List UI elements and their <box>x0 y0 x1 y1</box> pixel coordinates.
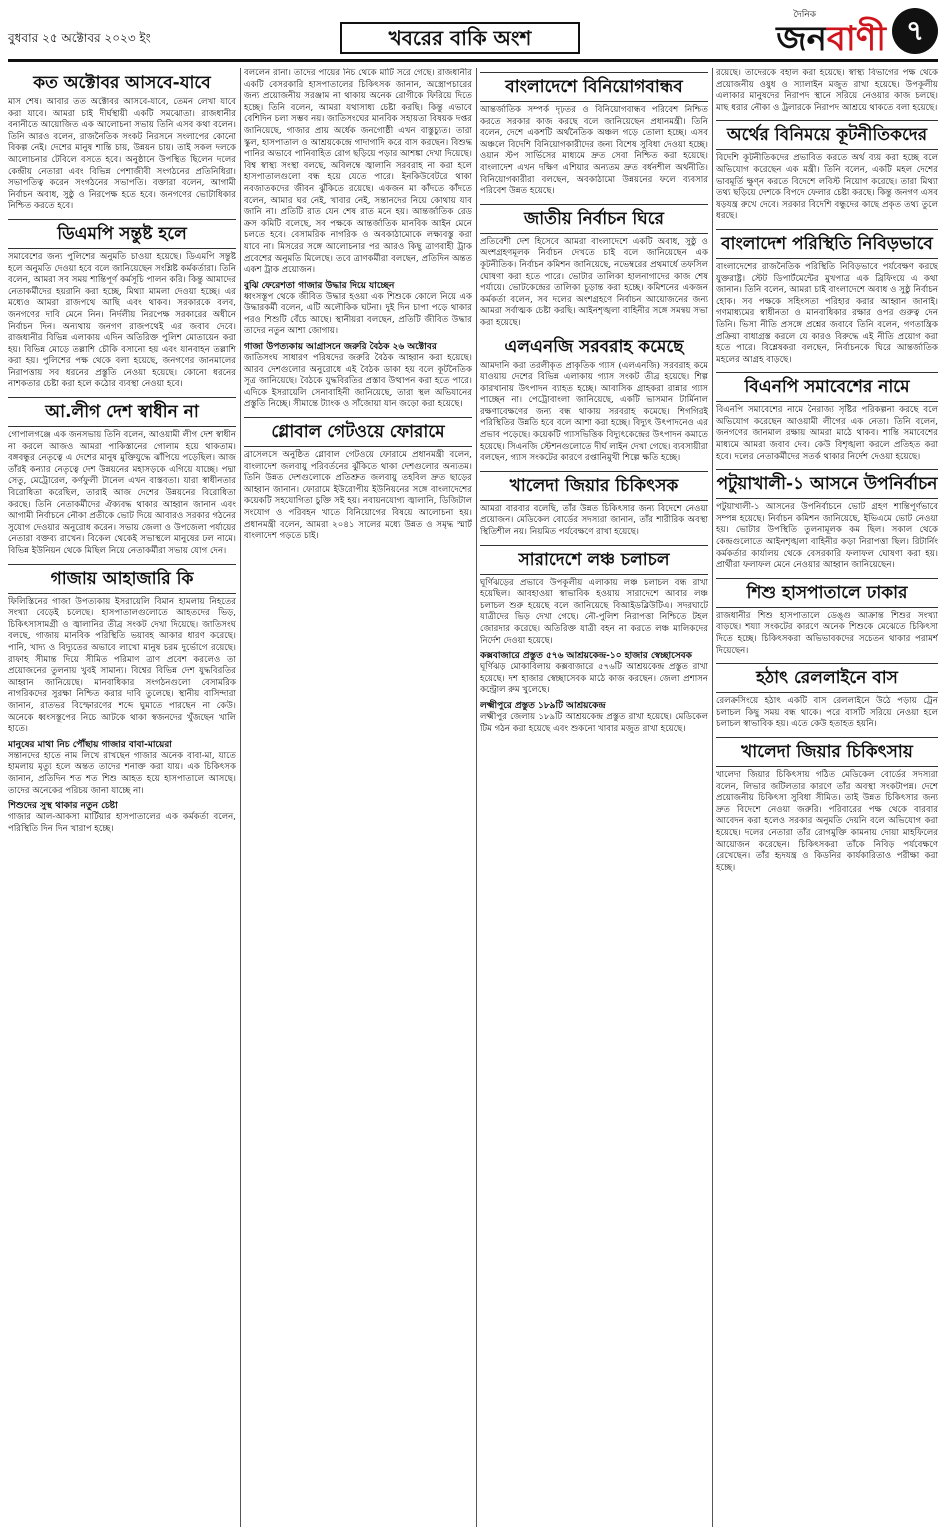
newspaper-logo <box>776 10 886 58</box>
news-story <box>716 372 938 463</box>
story-body: ধ্বংসস্তূপ থেকে জীবিত উদ্ধার হওয়া এক শিশুকে কোলে নিয়ে এক উদ্ধারকর্মী বলেন, এটি অলৌকিক ঘটনা। দুই দিন চাপা পড়ে থাকার পরও শিশুটি বেঁচে আছে। স্থানীয়রা বলছেন, প্রতিটি জীবিত উদ্ধার তাদের নতুন আশা জোগায়। <box>244 291 472 337</box>
story-body: রাজধানীর শিশু হাসপাতালে ডেঙ্গু আক্রান্ত শিশুর সংখ্যা বাড়ছে। শয্যা সংকটের কারণে অনেক শিশুকে মেঝেতে চিকিৎসা দিতে হচ্ছে। চিকিৎসকরা অভিভাবকদের সচেতন থাকার পরামর্শ দিয়েছেন। <box>716 610 938 656</box>
story-body: লক্ষ্মীপুর জেলায় ১৮৯টি আশ্রয়কেন্দ্র প্রস্তুত রাখা হয়েছে। মেডিকেল টিম গঠন করা হয়েছে এবং শুকনো খাবার মজুত রাখা হয়েছে। <box>480 711 708 734</box>
news-story <box>244 68 472 411</box>
story-body: মাস শেষ। আবার তত অক্টোবর আসবে-যাবে, তেমন লেখা যাবে করা যাবে। আমরা চাই দীর্ঘস্থায়ী একটি সমঝোতা। রাজধানীর বনানীতে আয়োজিত এক আলোচনা সভায় তিনি এসব কথা বলেন। তিনি আরও বলেন, রাজনৈতিক সংকট নিরসনে সংলাপের কোনো বিকল্প নেই। দেশের মানুষ শান্তি চায়, উন্নয়ন চায়। তাই সকল দলকে আলোচনার টেবিলে বসতে হবে। অনুষ্ঠানে উপস্থিত ছিলেন দলের কেন্দ্রীয় নেতারা এবং বিভিন্ন পেশাজীবী সংগঠনের প্রতিনিধিরা। সভাপতিত্ব করেন সংগঠনের সভাপতি। বক্তারা বলেন, আগামী নির্বাচন অবাধ, সুষ্ঠু ও নিরপেক্ষ হতে হবে। জনগণের ভোটাধিকার নিশ্চিত করতে হবে। <box>8 97 236 212</box>
story-subheading: লক্ষ্মীপুরে প্রস্তুত ১৮৯টি আশ্রয়কেন্দ্র <box>480 700 606 711</box>
story-subheading: গাজা উপত্যকায় আগ্রাসনে জরুরি বৈঠক ২৬ অক্টোবর <box>244 342 437 353</box>
story-subheading: কক্সবাজারে প্রস্তুত ৫৭৬ আশ্রয়কেন্দ্র-১০ হাজার স্বেচ্ছাসেবক <box>480 651 692 662</box>
news-story <box>716 663 938 731</box>
story-body: রেলক্রসিংয়ে হঠাৎ একটি বাস রেললাইনে উঠে পড়ায় ট্রেন চলাচল কিছু সময় বন্ধ থাকে। পরে বাসটি সরিয়ে নেওয়া হলে চলাচল স্বাভাবিক হয়। এতে কেউ হতাহত হয়নি। <box>716 696 938 730</box>
story-headline: অর্থের বিনিময়ে কূটনীতিকদের <box>716 120 938 150</box>
story-headline: গাজায় আহাজারি কি <box>8 564 236 594</box>
story-body: বাংলাদেশের রাজনৈতিক পরিস্থিতি নিবিড়ভাবে পর্যবেক্ষণ করছে যুক্তরাষ্ট্র। স্টেট ডিপার্টমেন্টের মুখপাত্র এক ব্রিফিংয়ে এ কথা জানান। তিনি বলেন, আমরা চাই বাংলাদেশে অবাধ ও সুষ্ঠু নির্বাচন হোক। সব পক্ষকে সহিংসতা পরিহার করার আহ্বান জানাই। গণমাধ্যমের স্বাধীনতা ও মানবাধিকার রক্ষার ওপর গুরুত্ব দেন তিনি। ভিসা নীতি প্রসঙ্গে প্রশ্নের জবাবে তিনি বলেন, গণতান্ত্রিক প্রক্রিয়া বাধাগ্রস্ত করলে যে কারও বিরুদ্ধে এই নীতি প্রয়োগ করা হতে পারে। বিশ্লেষকরা বলছেন, নির্বাচনকে ঘিরে আন্তর্জাতিক মহলের আগ্রহ বাড়ছে। <box>716 261 938 365</box>
column-4 <box>716 68 938 1527</box>
column-2 <box>244 68 472 1527</box>
news-story <box>8 564 236 836</box>
story-headline: শিশু হাসপাতালে ঢাকার <box>716 578 938 608</box>
story-body: রয়েছে। তাদেরকে বহাল করা হয়েছে। স্বাস্থ্য বিভাগের পক্ষ থেকে প্রয়োজনীয় ওষুধ ও স্যালাইন মজুত রাখা হয়েছে। উপকূলীয় এলাকার মানুষদের নিরাপদ স্থানে সরিয়ে নেওয়ার কাজ চলছে। মাছ ধরার নৌকা ও ট্রলারকে নিরাপদ আশ্রয়ে থাকতে বলা হয়েছে। <box>716 68 938 113</box>
news-story <box>716 469 938 572</box>
news-story <box>480 204 708 330</box>
story-subheading: মানুষের মাথা নিচ পৌঁছায় গাজার বাবা-মায়েরা <box>8 739 172 750</box>
story-body: গাজার আল-আকসা মার্টিয়ার হাসপাতালের এক কর্মকর্তা বলেন, পরিস্থিতি দিন দিন খারাপ হচ্ছে। <box>8 812 236 834</box>
story-headline: বাংলাদেশ পরিস্থিতি নিবিড়ভাবে <box>716 229 938 259</box>
story-body: পটুয়াখালী-১ আসনের উপনির্বাচনে ভোট গ্রহণ শান্তিপূর্ণভাবে সম্পন্ন হয়েছে। নির্বাচন কমিশন জানিয়েছে, ইভিএমে ভোট নেওয়া হয়। ভোটার উপস্থিতি তুলনামূলক কম ছিল। সকাল থেকে কেন্দ্রগুলোতে আইনশৃঙ্খলা বাহিনীর কড়া নিরাপত্তা ছিল। রিটার্নিং কর্মকর্তার কার্যালয় থেকে বেসরকারি ফলাফল ঘোষণা করা হয়। প্রার্থীরা ফলাফল মেনে নেওয়ার আহ্বান জানিয়েছেন। <box>716 502 938 571</box>
news-story <box>480 336 708 465</box>
story-headline: জাতীয় নির্বাচন ঘিরে <box>480 204 708 234</box>
story-headline: পটুয়াখালী-১ আসনে উপনির্বাচন <box>716 469 938 499</box>
news-story <box>8 219 236 391</box>
story-body: সমাবেশের জন্য পুলিশের অনুমতি চাওয়া হয়েছে। ডিএমপি সন্তুষ্ট হলে অনুমতি দেওয়া হবে বলে জানিয়েছেন সংশ্লিষ্ট কর্মকর্তারা। তিনি বলেন, আমরা সব সময় শান্তিপূর্ণ কর্মসূচি পালন করি। কিন্তু আমাদের নেতাকর্মীদের হয়রানি করা হচ্ছে, মিথ্যা মামলা দেওয়া হচ্ছে। এর মধ্যেও আমরা রাজপথে আছি এবং থাকব। সরকারকে বলব, জনগণের দাবি মেনে নিন। নির্দলীয় নিরপেক্ষ সরকারের অধীনে নির্বাচন দিন। অন্যথায় জনগণ রাজপথেই এর জবাব দেবে। রাজধানীর বিভিন্ন এলাকায় এদিন অতিরিক্ত পুলিশ মোতায়েন করা হয়। বিভিন্ন মোড়ে তল্লাশি চৌকি বসানো হয় এবং যানবাহন তল্লাশি করা হয়। পুলিশের পক্ষ থেকে বলা হয়েছে, জনগণের জানমালের নিরাপত্তায় সব ধরনের প্রস্তুতি নেওয়া হয়েছে। কোনো ধরনের নাশকতার চেষ্টা করা হলে কঠোর ব্যবস্থা নেওয়া হবে। <box>8 251 236 390</box>
masthead <box>8 0 938 62</box>
logo-brand-red: বাণী <box>826 19 886 59</box>
column-rule <box>240 68 241 1527</box>
story-headline: সারাদেশে লঞ্চ চলাচল <box>480 545 708 575</box>
column-rule <box>476 68 477 1527</box>
story-body: জাতিসংঘ সাধারণ পরিষদের জরুরি বৈঠক আহ্বান করা হয়েছে। আরব দেশগুলোর অনুরোধে এই বৈঠক ডাকা হয় বলে কূটনৈতিক সূত্র জানিয়েছে। বৈঠকে যুদ্ধবিরতির প্রস্তাব উত্থাপন করা হতে পারে। এদিকে ইসরায়েলি সেনাবাহিনী জানিয়েছে, তারা স্থল অভিযানের প্রস্তুতি নিচ্ছে। সীমান্তে ট্যাংক ও সাঁজোয়া যান জড়ো করা হয়েছে। <box>244 353 472 410</box>
story-body: খালেদা জিয়ার চিকিৎসায় গঠিত মেডিকেল বোর্ডের সদস্যরা বলেন, লিভার জটিলতার কারণে তাঁর অবস্থা সংকটাপন্ন। দেশে প্রয়োজনীয় চিকিৎসা সুবিধা সীমিত। তাই উন্নত চিকিৎসার জন্য দ্রুত বিদেশে নেওয়া জরুরি। পরিবারের পক্ষ থেকে বারবার আবেদন করা হলেও সরকার অনুমতি দেয়নি বলে অভিযোগ করা হয়েছে। দলের নেতারা তাঁর রোগমুক্তি কামনায় দোয়া মাহফিলের আয়োজন করেছেন। চিকিৎসকরা তাঁকে নিবিড় পর্যবেক্ষণে রেখেছেন। তাঁর হৃদযন্ত্র ও কিডনির কার্যকারিতাও পরীক্ষা করা হচ্ছে। <box>716 769 938 873</box>
story-body: আমরা বারবার বলেছি, তাঁর উন্নত চিকিৎসার জন্য বিদেশে নেওয়া প্রয়োজন। মেডিকেল বোর্ডের সদস্যরা জানান, তাঁর শারীরিক অবস্থা স্থিতিশীল নয়। নিয়মিত পর্যবেক্ষণে রাখা হয়েছে। <box>480 503 708 538</box>
story-body: বললেন রানা। তাদের পায়ের নিচ থেকে মাটি সরে গেছে। রাজধানীর একটি বেসরকারি হাসপাতালের চিকিৎসক জানান, অস্ত্রোপচারের জন্য প্রয়োজনীয় সরঞ্জাম না থাকায় অনেক রোগীকে ফিরিয়ে দিতে হচ্ছে। তিনি বলেন, আমরা যথাসাধ্য চেষ্টা করছি। কিন্তু এভাবে বেশিদিন চলা সম্ভব নয়। জাতিসংঘের মানবিক সহায়তা বিষয়ক দপ্তর জানিয়েছে, গাজার প্রায় অর্ধেক জনগোষ্ঠী এখন বাস্তুচ্যুত। তারা স্কুল, হাসপাতাল ও আশ্রয়কেন্দ্রে গাদাগাদি করে বাস করছেন। বিশুদ্ধ পানির অভাবে পানিবাহিত রোগ ছড়িয়ে পড়ার আশঙ্কা দেখা দিয়েছে। বিশ্ব স্বাস্থ্য সংস্থা বলছে, অবিলম্বে জ্বালানি সরবরাহ না করা হলে হাসপাতালগুলো বন্ধ হয়ে যেতে পারে। ইনকিউবেটরে থাকা নবজাতকদের জীবন ঝুঁকিতে রয়েছে। একজন মা কাঁদতে কাঁদতে বলেন, আমার ঘর নেই, খাবার নেই, সন্তানদের নিয়ে কোথায় যাব জানি না। প্রতিটি রাত যেন শেষ রাত মনে হয়। আন্তর্জাতিক রেড ক্রস কমিটি বলেছে, সব পক্ষকে আন্তর্জাতিক মানবিক আইন মেনে চলতে হবে। বেসামরিক নাগরিক ও অবকাঠামোকে লক্ষ্যবস্তু করা যাবে না। মিসরের সঙ্গে আলোচনার পর আরও কিছু ত্রাণবাহী ট্রাক প্রবেশের অনুমতি মিলেছে। তবে ত্রাণকর্মীরা বলছেন, প্রতিদিন অন্তত একশ ট্রাক প্রয়োজন। <box>244 68 472 276</box>
story-body: ঘূর্ণিঝড়ের প্রভাবে উপকূলীয় এলাকায় লঞ্চ চলাচল বন্ধ রাখা হয়েছিল। আবহাওয়া স্বাভাবিক হওয়ায় সারাদেশে আবার লঞ্চ চলাচল শুরু হয়েছে বলে জানিয়েছে বিআইডব্লিউটিএ। সদরঘাটে যাত্রীদের ভিড় দেখা গেছে। নৌ-পুলিশ নিরাপত্তা নিশ্চিতে টহল জোরদার করেছে। অতিরিক্ত যাত্রী বহন না করতে লঞ্চ মালিকদের নির্দেশ দেওয়া হয়েছে। <box>480 577 708 646</box>
story-body: প্রতিবেশী দেশ হিসেবে আমরা বাংলাদেশে একটি অবাধ, সুষ্ঠু ও অংশগ্রহণমূলক নির্বাচন দেখতে চাই বলে জানিয়েছেন এক কূটনীতিক। নির্বাচন কমিশন জানিয়েছে, নভেম্বরের প্রথমার্ধে তফসিল ঘোষণা করা হতে পারে। ভোটার তালিকা হালনাগাদের কাজ শেষ পর্যায়ে। ভোটকেন্দ্রের তালিকা চূড়ান্ত করা হচ্ছে। কমিশনের একজন কর্মকর্তা বলেন, সব দলের অংশগ্রহণে নির্বাচন আয়োজনের জন্য আমরা সর্বাত্মক চেষ্টা করছি। আইনশৃঙ্খলা বাহিনীর সঙ্গে সমন্বয় সভা করা হয়েছে। <box>480 236 708 328</box>
news-story <box>716 578 938 657</box>
story-body: আন্তর্জাতিক সম্পর্ক দৃঢ়তর ও বিনিয়োগবান্ধব পরিবেশ নিশ্চিত করতে সরকার কাজ করছে বলে জানিয়েছেন প্রধানমন্ত্রী। তিনি বলেন, দেশে একশটি অর্থনৈতিক অঞ্চল গড়ে তোলা হচ্ছে। এসব অঞ্চলে বিদেশি বিনিয়োগকারীদের জন্য বিশেষ সুবিধা দেওয়া হচ্ছে। ওয়ান স্টপ সার্ভিসের মাধ্যমে দ্রুত সেবা নিশ্চিত করা হয়েছে। বাংলাদেশ এখন দক্ষিণ এশিয়ার অন্যতম দ্রুত বর্ধনশীল অর্থনীতি। বিনিয়োগকারীরা বলছেন, অবকাঠামো উন্নয়নের ফলে ব্যবসার পরিবেশ উন্নত হয়েছে। <box>480 105 708 197</box>
story-headline: বাংলাদেশে বিনিয়োগবান্ধব <box>480 72 708 102</box>
story-body: বিএনপি সমাবেশের নামে নৈরাজ্য সৃষ্টির পরিকল্পনা করছে বলে অভিযোগ করেছেন আওয়ামী লীগের এক নেতা। তিনি বলেন, জনগণের জানমাল রক্ষায় আমরা মাঠে থাকব। শান্তি সমাবেশের মাধ্যমে আমরা জবাব দেব। কেউ বিশৃঙ্খলা করলে প্রতিহত করা হবে। দলের নেতাকর্মীদের সতর্ক থাকার নির্দেশ দেওয়া হয়েছে। <box>716 405 938 462</box>
news-story <box>480 545 708 736</box>
story-body: আমদানি করা তরলীকৃত প্রাকৃতিক গ্যাস (এলএনজি) সরবরাহ কমে যাওয়ায় দেশের বিভিন্ন এলাকায় গ্যাস সংকট তীব্র হয়েছে। শিল্প কারখানায় উৎপাদন ব্যাহত হচ্ছে। আবাসিক গ্রাহকরা রান্নার গ্যাস পাচ্ছেন না। পেট্রোবাংলা জানিয়েছে, একটি ভাসমান টার্মিনাল রক্ষণাবেক্ষণের জন্য বন্ধ থাকায় সরবরাহ কমেছে। শিগগিরই পরিস্থিতির উন্নতি হবে বলে আশা করা হচ্ছে। বিদ্যুৎ উৎপাদনেও এর প্রভাব পড়েছে। কয়েকটি গ্যাসভিত্তিক বিদ্যুৎকেন্দ্রের উৎপাদন কমাতে হয়েছে। সিএনজি স্টেশনগুলোতে দীর্ঘ লাইন দেখা গেছে। ব্যবসায়ীরা বলছেন, গ্যাস সংকটের কারণে রপ্তানিমুখী শিল্পে ক্ষতি হচ্ছে। <box>480 360 708 464</box>
story-body: ফিলিস্তিনের গাজা উপত্যকায় ইসরায়েলি বিমান হামলায় নিহতের সংখ্যা বেড়েই চলেছে। হাসপাতালগুলোতে আহতদের ভিড়, চিকিৎসাসামগ্রী ও জ্বালানির তীব্র সংকট দেখা দিয়েছে। জাতিসংঘ বলছে, গাজায় মানবিক পরিস্থিতি ভয়াবহ আকার ধারণ করেছে। পানি, খাদ্য ও বিদ্যুতের অভাবে লাখো মানুষ চরম দুর্ভোগে রয়েছে। রাফাহ সীমান্ত দিয়ে সীমিত পরিমাণ ত্রাণ প্রবেশ করলেও তা প্রয়োজনের তুলনায় খুবই সামান্য। বিশ্বের বিভিন্ন দেশ যুদ্ধবিরতির আহ্বান জানিয়েছে। মানবাধিকার সংগঠনগুলো বেসামরিক নাগরিকদের সুরক্ষা নিশ্চিত করার দাবি তুলেছে। স্থানীয় বাসিন্দারা জানান, রাতভর বিস্ফোরণের শব্দে ঘুমাতে পারছেন না কেউ। অনেকে ধ্বংসস্তূপের নিচে আটকে থাকা স্বজনদের খুঁজছেন খালি হাতে। <box>8 596 236 735</box>
story-headline: খালেদা জিয়ার চিকিৎসায় <box>716 737 938 767</box>
logo-daily-label: দৈনিক <box>793 10 816 20</box>
story-body: ব্রাসেলসে অনুষ্ঠিত গ্লোবাল গেটওয়ে ফোরামে প্রধানমন্ত্রী বলেন, বাংলাদেশ জলবায়ু পরিবর্তনের ঝুঁকিতে থাকা দেশগুলোর অন্যতম। তিনি উন্নত দেশগুলোকে প্রতিশ্রুত জলবায়ু তহবিল দ্রুত ছাড়ের আহ্বান জানান। ফোরামে ইউরোপীয় ইউনিয়নের সঙ্গে বাংলাদেশের কয়েকটি সহযোগিতা চুক্তি সই হয়। নবায়নযোগ্য জ্বালানি, ডিজিটাল সংযোগ ও পরিবহন খাতে বিনিয়োগের বিষয়ে আলোচনা হয়। প্রধানমন্ত্রী বলেন, আমরা ২০৪১ সালের মধ্যে উন্নত ও সমৃদ্ধ স্মার্ট বাংলাদেশ গড়তে চাই। <box>244 450 472 542</box>
story-headline: গ্লোবাল গেটওয়ে ফোরামে <box>244 417 472 447</box>
news-story <box>480 471 708 539</box>
story-headline: খালেদা জিয়ার চিকিৎসক <box>480 471 708 501</box>
news-story <box>716 68 938 114</box>
column-1 <box>8 68 236 1527</box>
news-story <box>480 72 708 198</box>
story-body: সন্তানদের হাতে নাম লিখে রাখছেন গাজার অনেক বাবা-মা, যাতে হামলায় মৃত্যু হলে অন্তত তাদের শনাক্ত করা যায়। এক চিকিৎসক জানান, প্রতিদিন শত শত শিশু আহত হয়ে হাসপাতালে আসছে। তাদের অনেকের পরিচয় জানা যাচ্ছে না। <box>8 750 236 796</box>
news-story <box>716 120 938 223</box>
column-3 <box>480 68 708 1527</box>
story-body: বিদেশি কূটনীতিকদের প্রভাবিত করতে অর্থ ব্যয় করা হচ্ছে বলে অভিযোগ করেছেন এক মন্ত্রী। তিনি বলেন, একটি মহল দেশের ভাবমূর্তি ক্ষুণ্ন করতে বিদেশে লবিস্ট নিয়োগ করেছে। তারা মিথ্যা তথ্য ছড়িয়ে দেশকে বিপদে ফেলার চেষ্টা করছে। কিন্তু জনগণ এসব ষড়যন্ত্র রুখে দেবে। সরকার বিদেশি বন্ধুদের কাছে প্রকৃত তথ্য তুলে ধরছে। <box>716 153 938 222</box>
story-body: ঘূর্ণিঝড় মোকাবিলায় কক্সবাজারে ৫৭৬টি আশ্রয়কেন্দ্র প্রস্তুত রাখা হয়েছে। দশ হাজার স্বেচ্ছাসেবক মাঠে কাজ করছেন। জেলা প্রশাসন কন্ট্রোল রুম খুলেছে। <box>480 662 708 696</box>
page-number-badge: ৭ <box>892 8 938 54</box>
news-story <box>716 229 938 366</box>
story-headline: হঠাৎ রেললাইনে বাস <box>716 663 938 693</box>
news-story <box>716 737 938 874</box>
story-subheading: শিশুদের সুস্থ থাকার নতুন চেষ্টা <box>8 801 118 812</box>
story-headline: এলএনজি সরবরাহ কমেছে <box>504 336 684 357</box>
story-headline: কত অক্টোবর আসবে-যাবে <box>33 73 211 93</box>
story-headline: আ.লীগ দেশ স্বাধীন না <box>8 397 236 427</box>
issue-date: বুধবার ২৫ অক্টোবর ২০২৩ ইং <box>8 31 151 45</box>
story-headline: বিএনপি সমাবেশের নামে <box>716 372 938 402</box>
story-headline: ডিএমপি সন্তুষ্ট হলে <box>8 219 236 249</box>
section-title: খবরের বাকি অংশ <box>340 22 580 54</box>
story-body: গোপালগঞ্জে এক জনসভায় তিনি বলেন, আওয়ামী লীগ দেশ স্বাধীন না করলে আজও আমরা পাকিস্তানের গোলাম হয়ে থাকতাম। বঙ্গবন্ধুর নেতৃত্বে এ দেশের মানুষ মুক্তিযুদ্ধে ঝাঁপিয়ে পড়েছিল। আজ তাঁরই কন্যার নেতৃত্বে দেশ উন্নয়নের মহাসড়কে এগিয়ে যাচ্ছে। পদ্মা সেতু, মেট্রোরেল, কর্ণফুলী টানেল এখন বাস্তবতা। যারা স্বাধীনতার বিরোধিতা করেছিল, তারাই আজ দেশের উন্নয়নের বিরোধিতা করছে। তিনি নেতাকর্মীদের ঐক্যবদ্ধ থাকার আহ্বান জানান এবং আগামী নির্বাচনে নৌকা প্রতীকে ভোট দিয়ে আবারও সরকার গঠনের সুযোগ দেওয়ার অনুরোধ করেন। সভায় জেলা ও উপজেলা পর্যায়ের নেতারা বক্তব্য রাখেন। বিকেল থেকেই সভাস্থলে মানুষের ঢল নামে। বিভিন্ন ইউনিয়ন থেকে মিছিল নিয়ে নেতাকর্মীরা সভায় যোগ দেন। <box>8 430 236 556</box>
news-story <box>8 72 236 213</box>
news-story <box>8 397 236 558</box>
news-story <box>244 417 472 543</box>
story-subheading: বুঝি ফেরেশতা গাজার উদ্ধার দিয়ে যাচ্ছেন <box>244 280 395 291</box>
column-rule <box>712 68 713 1527</box>
logo-brand-black: জন <box>776 19 827 59</box>
